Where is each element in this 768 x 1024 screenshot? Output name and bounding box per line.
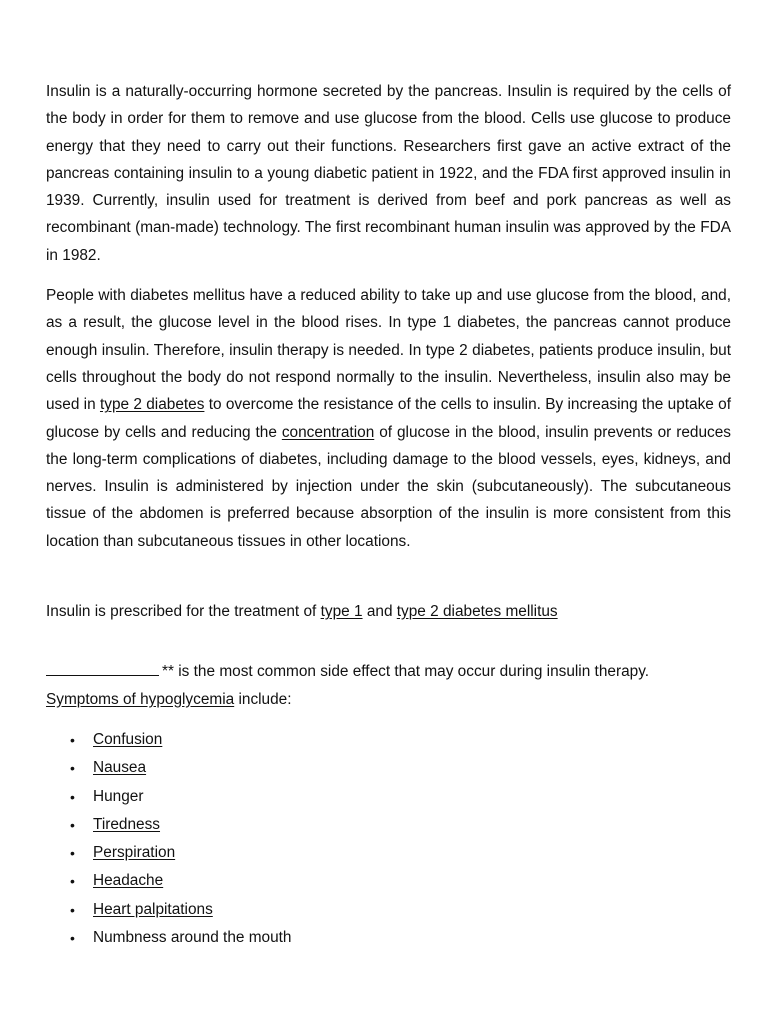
symptom-label: Hunger xyxy=(93,787,144,805)
symptom-list-item xyxy=(46,726,731,754)
symptom-label[interactable]: Heart palpitations xyxy=(93,900,213,918)
symptom-list-item xyxy=(46,867,731,895)
symptoms-intro-suffix: include: xyxy=(234,690,292,708)
link-type-2-diabetes-mellitus[interactable]: type 2 diabetes mellitus xyxy=(396,603,558,621)
bullet-icon: • xyxy=(70,816,75,833)
prescribed-prefix: Insulin is prescribed for the treatment of xyxy=(46,603,321,621)
paragraph-diabetes xyxy=(46,282,731,555)
link-concentration[interactable]: concentration xyxy=(281,423,375,441)
bullet-icon: • xyxy=(70,731,75,748)
symptom-list xyxy=(46,726,731,952)
bullet-icon: • xyxy=(70,845,75,862)
symptom-label[interactable]: Confusion xyxy=(93,730,163,748)
bullet-icon: • xyxy=(70,788,75,805)
paragraph-diabetes-text-1: People with diabetes mellitus have a reduced ability to take up and use glucose from the blood, and, as a result, the glucose level in the blood rises. In type 1 diabetes, the pancreas cannot produce enough insulin. Therefore, insulin therapy is needed. In type 2 diabetes, patients produce insulin, but cells throughout the body do not respond normally to the insulin. Nevertheless, insulin also may be used in xyxy=(46,287,731,414)
fill-in-blank xyxy=(46,659,159,676)
paragraph-diabetes-text-2: to overcome the resistance of the cells to insulin. By increasing the uptake of glucose by cells and reducing the xyxy=(46,396,731,441)
side-effect-sentence xyxy=(46,658,731,685)
symptoms-intro xyxy=(46,686,731,713)
paragraph-insulin-intro: Insulin is a naturally-occurring hormone secreted by the pancreas. Insulin is required by the cells of the body in order for them to remove and use glucose from the blood. Cells use glucose to produce energy that they need to carry out their functions. Researchers first gave an active extract of the pancreas containing insulin to a young diabetic patient in 1922, and the FDA first approved insulin in 1939. Currently, insulin used for treatment is derived from beef and pork pancreas as well as recombinant (man-made) technology. The first recombinant human insulin was approved by the FDA in 1982. xyxy=(46,83,731,264)
link-type-2-diabetes[interactable]: type 2 diabetes xyxy=(99,396,205,414)
symptom-label[interactable]: Tiredness xyxy=(93,815,161,833)
document-page xyxy=(46,78,731,952)
symptom-label: Numbness around the mouth xyxy=(93,929,292,947)
symptom-list-item xyxy=(46,839,731,867)
symptom-label[interactable]: Headache xyxy=(93,872,164,890)
symptom-list-item xyxy=(46,924,731,952)
link-type-1[interactable]: type 1 xyxy=(320,603,363,621)
symptom-list-item xyxy=(46,811,731,839)
prescribed-middle: and xyxy=(362,603,397,621)
symptom-list-item xyxy=(46,754,731,782)
bullet-icon: • xyxy=(70,760,75,777)
bullet-icon: • xyxy=(70,930,75,947)
symptom-label[interactable]: Perspiration xyxy=(93,844,176,862)
symptom-list-item xyxy=(46,896,731,924)
bullet-icon: • xyxy=(70,873,75,890)
prescribed-sentence xyxy=(46,598,731,625)
side-effect-text: ** is the most common side effect that may occur during insulin therapy. xyxy=(162,663,650,681)
paragraph-diabetes-text-3: of glucose in the blood, insulin prevents or reduces the long-term complications of diabetes, including damage to the blood vessels, eyes, kidneys, and nerves. Insulin is administered by injection under the skin (subcutaneously). The subcutaneous tissue of the abdomen is preferred because absorption of the insulin is more consistent from this location than subcutaneous tissues in other locations. xyxy=(46,423,731,550)
link-symptoms-of-hypoglycemia[interactable]: Symptoms of hypoglycemia xyxy=(46,690,235,708)
symptom-label[interactable]: Nausea xyxy=(93,759,147,777)
bullet-icon: • xyxy=(70,901,75,918)
symptom-list-item xyxy=(46,783,731,811)
